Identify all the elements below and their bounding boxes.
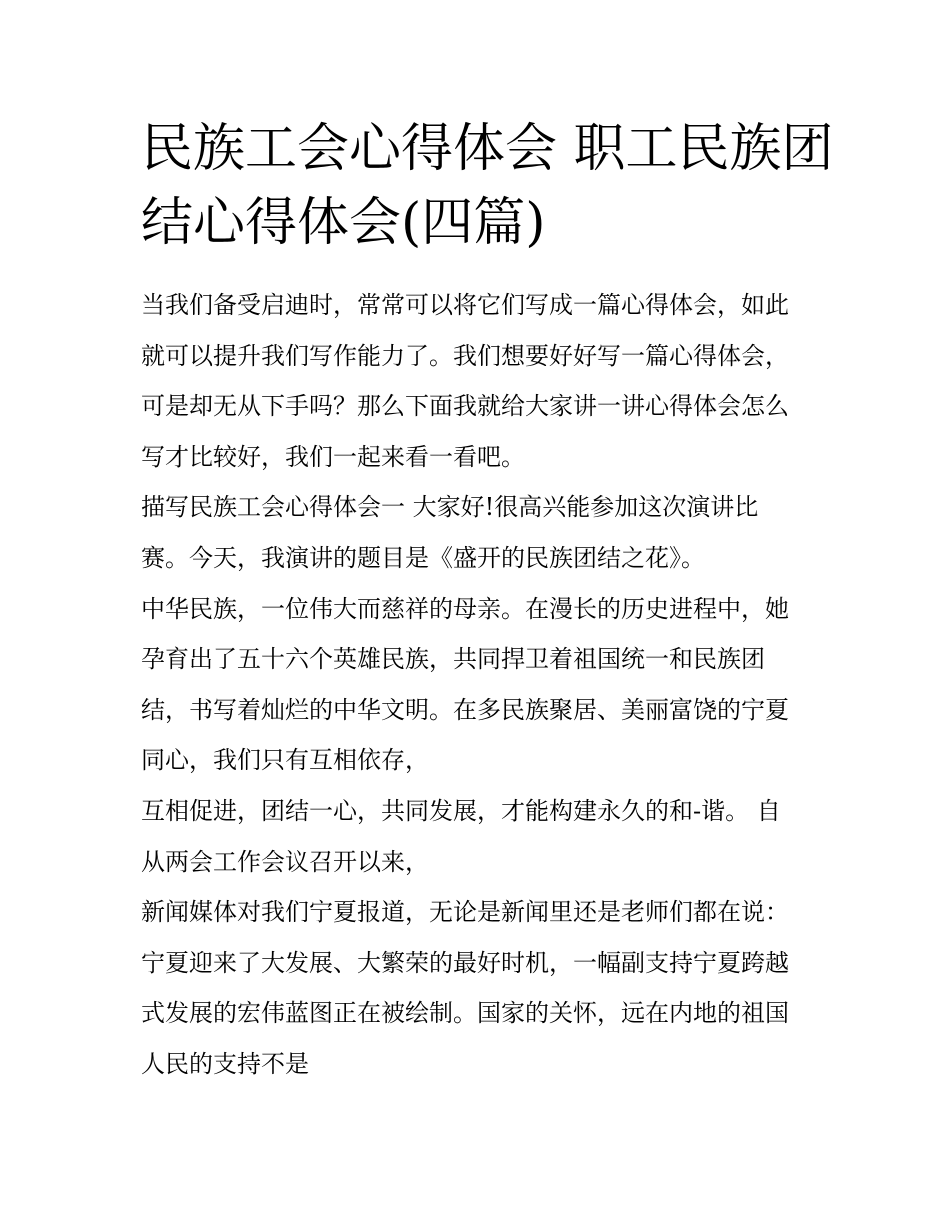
- body-line: 赛。今天，我演讲的题目是《盛开的民族团结之花》。: [141, 543, 705, 572]
- body-line: 结，书写着灿烂的中华文明。在多民族聚居、美丽富饶的宁夏: [141, 695, 789, 724]
- body-line: 同心，我们只有互相依存，: [141, 746, 429, 775]
- body-line: 孕育出了五十六个英雄民族，共同捍卫着祖国统一和民族团: [141, 645, 765, 674]
- body-line: 当我们备受启迪时，常常可以将它们写成一篇心得体会，如此: [141, 291, 789, 319]
- document-body: [141, 280, 821, 1090]
- body-line: 就可以提升我们写作能力了。我们想要好好写一篇心得体会，: [141, 341, 789, 370]
- body-line: 互相促进，团结一心，共同发展，才能构建永久的和-谐。 自: [141, 796, 781, 825]
- body-line: 可是却无从下手吗？那么下面我就给大家讲一讲心得体会怎么: [141, 392, 789, 421]
- body-line: 从两会工作会议召开以来，: [141, 847, 429, 876]
- title-line: 民族工会心得体会 职工民族团: [141, 119, 834, 179]
- document-title: [141, 112, 834, 260]
- body-line: 写才比较好，我们一起来看一看吧。: [141, 442, 525, 471]
- body-line: 新闻媒体对我们宁夏报道，无论是新闻里还是老师们都在说：: [141, 898, 789, 927]
- body-line: 式发展的宏伟蓝图正在被绘制。国家的关怀，远在内地的祖国: [141, 999, 789, 1028]
- body-line: 宁夏迎来了大发展、大繁荣的最好时机，一幅副支持宁夏跨越: [141, 948, 789, 977]
- body-line: 中华民族，一位伟大而慈祥的母亲。在漫长的历史进程中，她: [141, 594, 789, 623]
- title-line: 结心得体会(四篇): [141, 193, 546, 253]
- body-line: 人民的支持不是: [141, 1049, 309, 1078]
- body-line: 描写民族工会心得体会一 大家好!很高兴能参加这次演讲比: [141, 493, 759, 522]
